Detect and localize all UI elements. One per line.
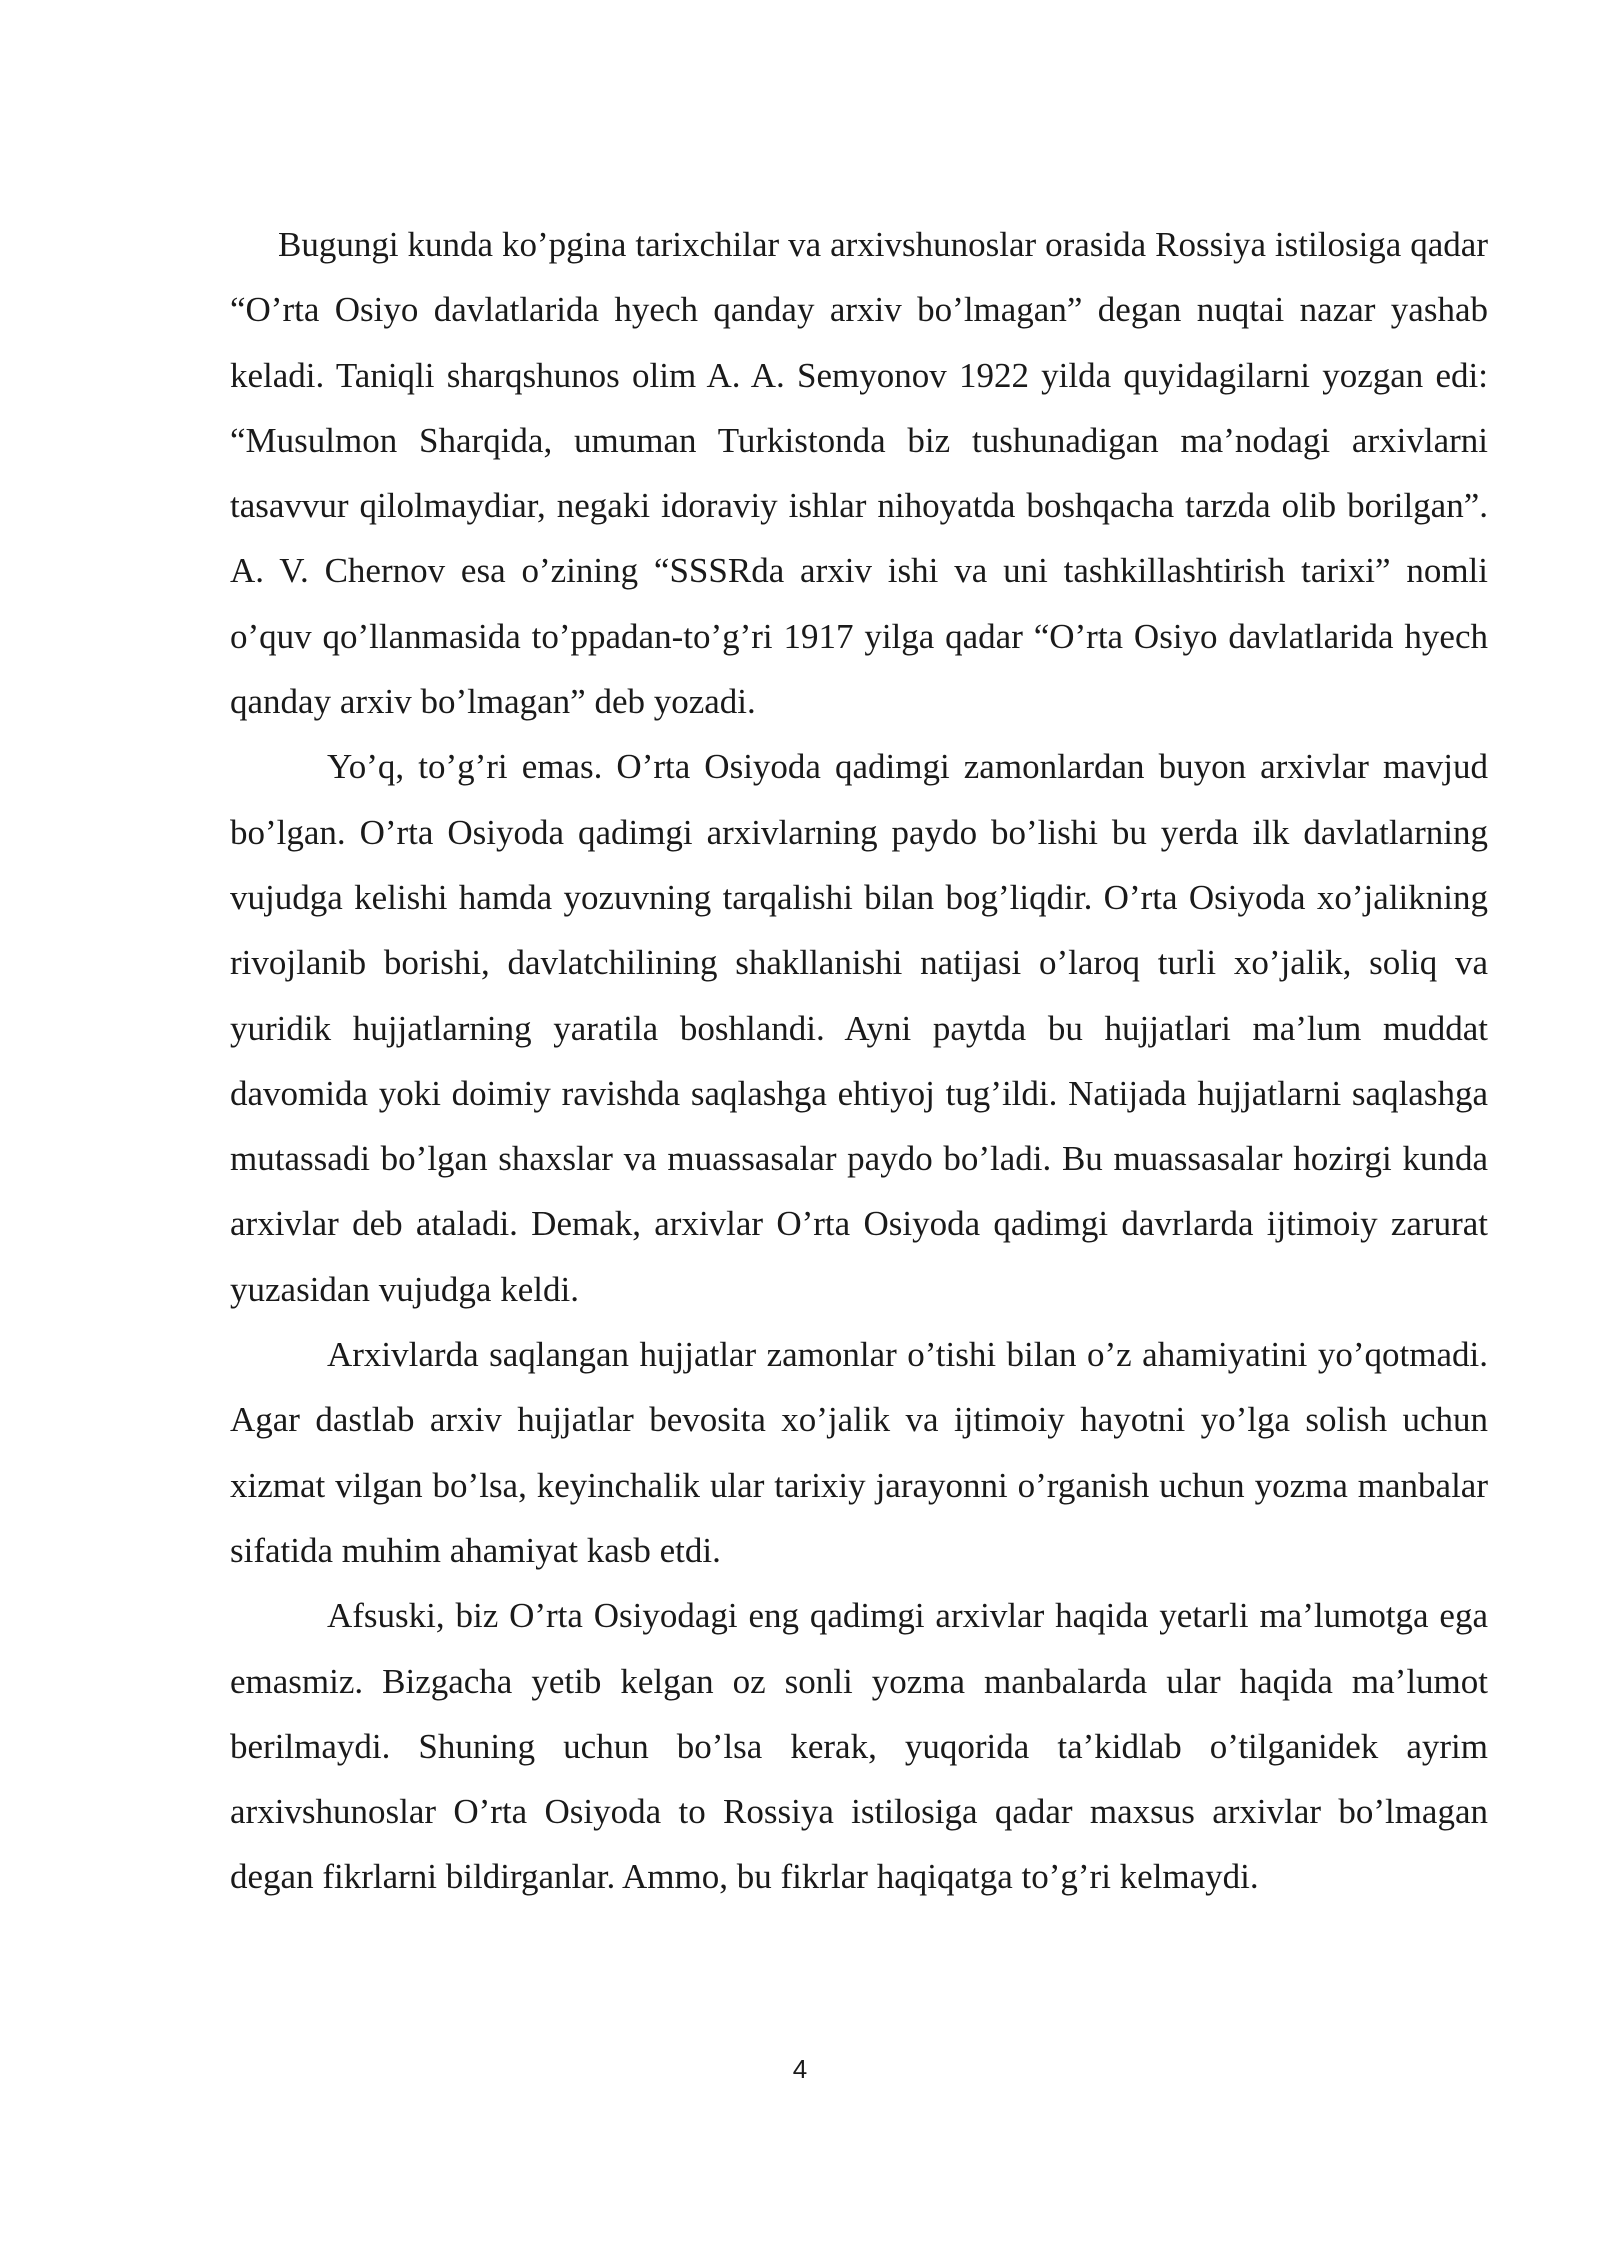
paragraph-1: Bugungi kunda ko’pgina tarixchilar va arxivshunoslar orasida Rossiya istilosiga qadar “O’rta Osiyo davlatlarida hyech qanday arxiv bo’lmagan” degan nuqtai nazar yashab keladi. Taniqli sharqshunos olim A. A. Semyonov 1922 yilda quyidagilarni yozgan edi: “Musulmon Sharqida, umuman Turkistonda biz tushunadigan ma’nodagi arxivlarni tasavvur qilolmaydiar, negaki idoraviy ishlar nihoyatda boshqacha tarzda olib borilgan”. A. V. Chernov esa o’zining “SSSRda arxiv ishi va uni tashkillashtirish tarixi” nomli o’quv qo’llanmasida to’ppadan-to’g’ri 1917 yilga qadar “O’rta Osiyo davlatlarida hyech qanday arxiv bo’lmagan” deb yozadi. [230,225,1488,722]
page-number: 4 [792,2054,808,2084]
body-text [230,212,1488,1910]
paragraph-3: Arxivlarda saqlangan hujjatlar zamonlar o’tishi bilan o’z ahamiyatini yo’qotmadi. Agar dastlab arxiv hujjatlar bevosita xo’jalik va ijtimoiy hayotni yo’lga solish uchun xizmat vilgan bo’lsa, keyinchalik ular tarixiy jarayonni o’rganish uchun yozma manbalar sifatida muhim ahamiyat kasb etdi. [230,1335,1488,1570]
paragraph-4: Afsuski, biz O’rta Osiyodagi eng qadimgi arxivlar haqida yetarli ma’lumotga ega emasmiz. Bizgacha yetib kelgan oz sonli yozma manbalarda ular haqida ma’lumot berilmaydi. Shuning uchun bo’lsa kerak, yuqorida ta’kidlab o’tilganidek ayrim arxivshunoslar O’rta Osiyoda to Rossiya istilosiga qadar maxsus arxivlar bo’lmagan degan fikrlarni bildirganlar. Ammo, bu fikrlar haqiqatga to’g’ri kelmaydi. [230,1596,1488,1897]
paragraph-2: Yo’q, to’g’ri emas. O’rta Osiyoda qadimgi zamonlardan buyon arxivlar mavjud bo’lgan. O’rta Osiyoda qadimgi arxivlarning paydo bo’lishi bu yerda ilk davlatlarning vujudga kelishi hamda yozuvning tarqalishi bilan bog’liqdir. O’rta Osiyoda xo’jalikning rivojlanib borishi, davlatchilining shakllanishi natijasi o’laroq turli xo’jalik, soliq va yuridik hujjatlarning yaratila boshlandi. Ayni paytda bu hujjatlari ma’lum muddat davomida yoki doimiy ravishda saqlashga ehtiyoj tug’ildi. Natijada hujjatlarni saqlashga mutassadi bo’lgan shaxslar va muassasalar paydo bo’ladi. Bu muassasalar hozirgi kunda arxivlar deb ataladi. Demak, arxivlar O’rta Osiyoda qadimgi davrlarda ijtimoiy zarurat yuzasidan vujudga keldi. [230,747,1488,1309]
